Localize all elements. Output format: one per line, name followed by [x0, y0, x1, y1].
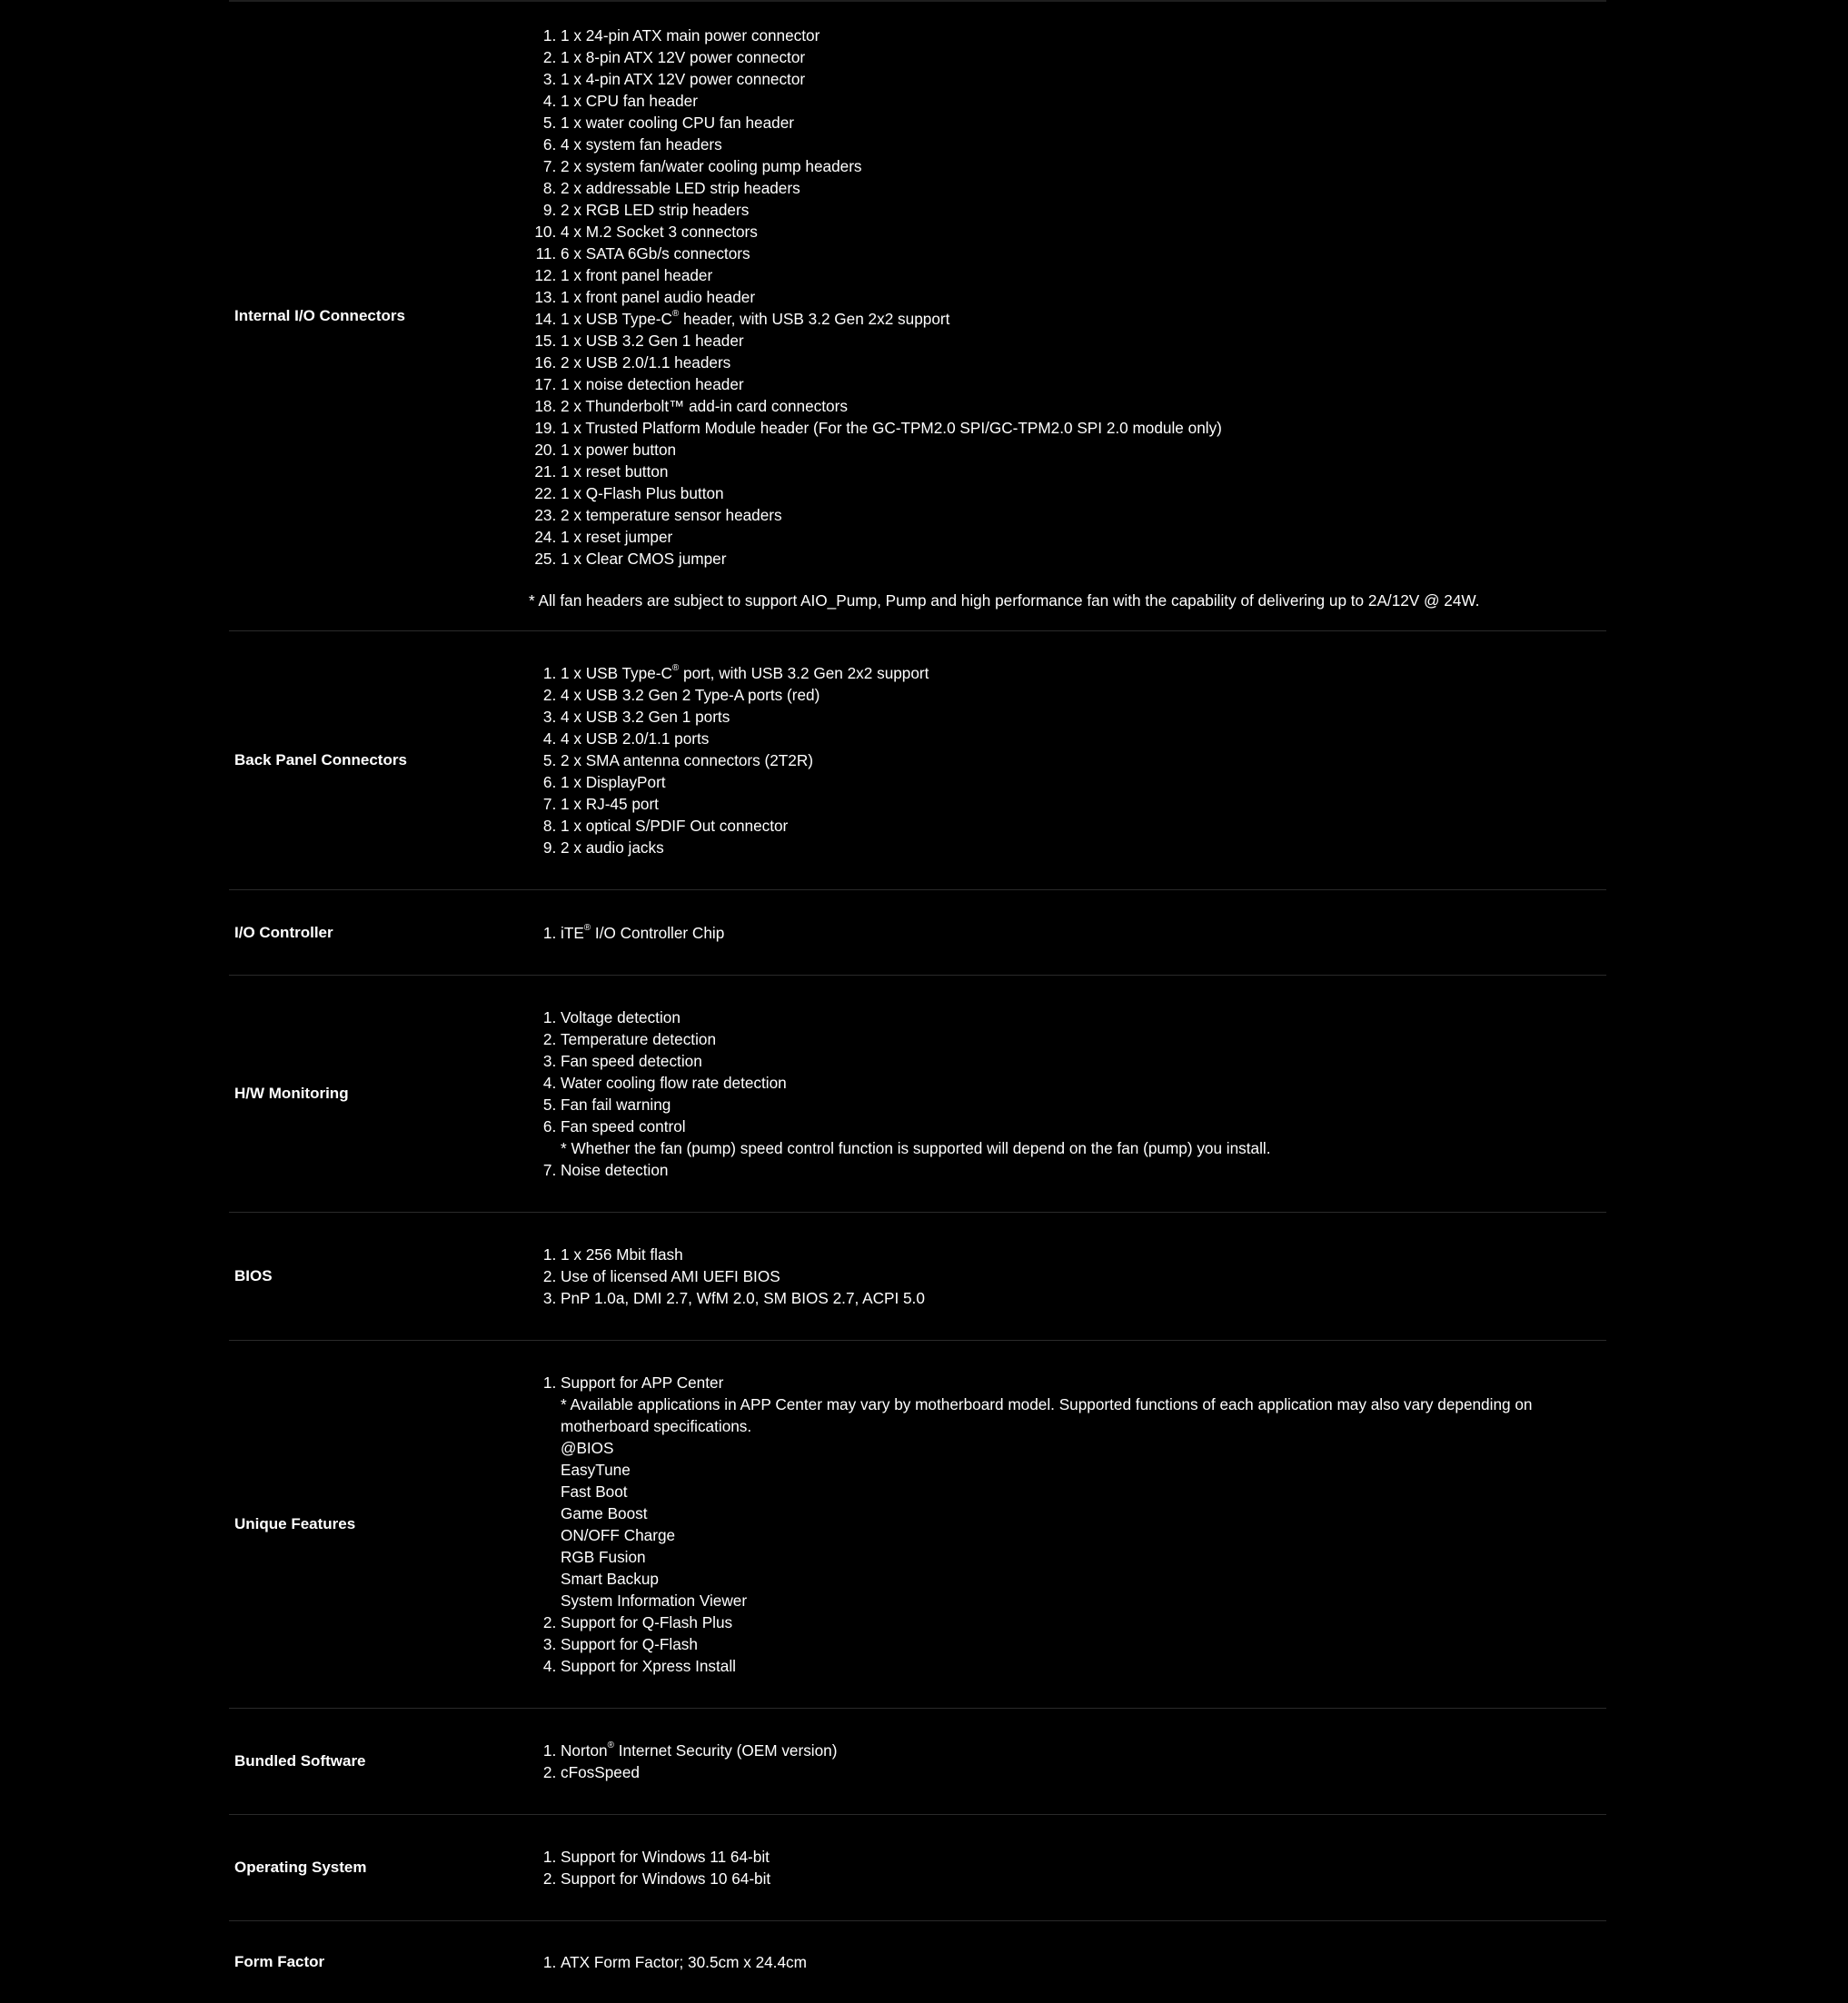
list-item: 3. 4 x USB 3.2 Gen 1 ports [561, 706, 1606, 728]
list-item: 4. Water cooling flow rate detection [561, 1072, 1606, 1094]
spec-row-hw-monitoring [229, 976, 1606, 1213]
list-item: 4. 4 x USB 2.0/1.1 ports [561, 728, 1606, 749]
spec-list [515, 922, 1606, 944]
list-item: 16. 2 x USB 2.0/1.1 headers [561, 352, 1606, 373]
list-item: 5. 2 x SMA antenna connectors (2T2R) [561, 749, 1606, 771]
list-item: 8. 1 x optical S/PDIF Out connector [561, 815, 1606, 837]
list-item: 23. 2 x temperature sensor headers [561, 504, 1606, 526]
list-item-text: I/O Controller Chip [591, 923, 725, 942]
fan-control-note: * Whether the fan (pump) speed control function is supported will depend on the fan (pump) you install. [561, 1139, 1271, 1157]
list-item: 21. 1 x reset button [561, 461, 1606, 482]
list-item: 6. 1 x DisplayPort [561, 771, 1606, 793]
list-item: 1. Voltage detection [561, 1006, 1606, 1028]
spec-content [515, 1244, 1606, 1309]
spec-list [515, 1006, 1606, 1181]
list-item-text: 1. Support for APP Center [561, 1373, 724, 1392]
app-item: ON/OFF Charge [561, 1526, 676, 1544]
spec-label: I/O Controller [234, 923, 333, 941]
app-item: System Information Viewer [561, 1591, 748, 1610]
spec-list [515, 1244, 1606, 1309]
spec-row-unique-features [229, 1341, 1606, 1709]
spec-row-operating-system [229, 1815, 1606, 1921]
app-item: @BIOS [561, 1439, 614, 1457]
list-item: 13. 1 x front panel audio header [561, 286, 1606, 308]
list-item-text: header, with USB 3.2 Gen 2x2 support [679, 310, 950, 328]
spec-content [515, 922, 1606, 944]
list-item-text: 6. Fan speed control [561, 1117, 686, 1135]
list-item: 10. 4 x M.2 Socket 3 connectors [561, 221, 1606, 243]
list-item: 17. 1 x noise detection header [561, 373, 1606, 395]
registered-mark: ® [607, 1740, 614, 1751]
spec-label: Internal I/O Connectors [234, 307, 405, 324]
list-item: 7. 2 x system fan/water cooling pump headers [561, 155, 1606, 177]
list-item [561, 1740, 1606, 1761]
list-item: 3. Fan speed detection [561, 1050, 1606, 1072]
list-item-text: 1 x USB Type-C [561, 310, 672, 328]
list-item: 2. 4 x USB 3.2 Gen 2 Type-A ports (red) [561, 684, 1606, 706]
spec-list [515, 1372, 1606, 1677]
list-item: 5. Fan fail warning [561, 1094, 1606, 1116]
list-item-text: port, with USB 3.2 Gen 2x2 support [679, 664, 929, 682]
spec-label: Unique Features [234, 1515, 356, 1532]
list-item: 8. 2 x addressable LED strip headers [561, 177, 1606, 199]
list-item: 2. Temperature detection [561, 1028, 1606, 1050]
list-item: 19. 1 x Trusted Platform Module header (For the GC-TPM2.0 SPI/GC-TPM2.0 SPI 2.0 module only) [561, 417, 1606, 439]
registered-mark: ® [671, 309, 680, 320]
registered-mark: ® [583, 922, 591, 933]
spec-content [515, 1006, 1606, 1181]
registered-mark: ® [671, 663, 680, 674]
list-item: 7. 1 x RJ-45 port [561, 793, 1606, 815]
list-item: 20. 1 x power button [561, 439, 1606, 461]
list-item: 2. Support for Q-Flash Plus [561, 1611, 1606, 1633]
list-item: 1. Support for Windows 11 64-bit [561, 1846, 1606, 1868]
list-item: 2. Use of licensed AMI UEFI BIOS [561, 1265, 1606, 1287]
list-item: 3. Support for Q-Flash [561, 1633, 1606, 1655]
list-item [561, 1372, 1606, 1611]
spec-row-internal-io [229, 2, 1606, 631]
app-item: Smart Backup [561, 1570, 659, 1588]
list-item: 5. 1 x water cooling CPU fan header [561, 112, 1606, 134]
app-item: Fast Boot [561, 1482, 628, 1501]
list-item: 3. 1 x 4-pin ATX 12V power connector [561, 68, 1606, 90]
spec-content [515, 1372, 1606, 1677]
list-item: 2. cFosSpeed [561, 1761, 1606, 1783]
list-item-text: iTE [561, 923, 584, 942]
spec-list [515, 1740, 1606, 1783]
list-item: 18. 2 x Thunderbolt™ add-in card connectors [561, 395, 1606, 417]
list-item-text: 1 x USB Type-C [561, 664, 672, 682]
list-item: 1. ATX Form Factor; 30.5cm x 24.4cm [561, 1951, 1606, 1973]
spec-row-io-controller [229, 890, 1606, 976]
spec-list [515, 25, 1606, 570]
list-item: 7. Noise detection [561, 1159, 1606, 1181]
spec-content [515, 662, 1606, 858]
spec-content [515, 21, 1606, 611]
list-item-text: Internet Security (OEM version) [613, 1741, 838, 1760]
spec-content [515, 1846, 1606, 1889]
spec-label: Bundled Software [234, 1752, 366, 1770]
list-item: 1. 1 x 256 Mbit flash [561, 1244, 1606, 1265]
fan-header-note: * All fan headers are subject to support AIO_Pump, Pump and high performance fan with the capability of delivering up to 2A/12V @ 24W. [529, 591, 1480, 610]
spec-label: Back Panel Connectors [234, 751, 407, 768]
list-item [561, 662, 1606, 684]
list-item: 12. 1 x front panel header [561, 264, 1606, 286]
spec-label: Form Factor [234, 1953, 325, 1970]
list-item: 3. PnP 1.0a, DMI 2.7, WfM 2.0, SM BIOS 2.7, ACPI 5.0 [561, 1287, 1606, 1309]
list-item-text: Norton [561, 1741, 608, 1760]
spec-label: H/W Monitoring [234, 1085, 349, 1102]
list-item: 6. 4 x system fan headers [561, 134, 1606, 155]
list-item [561, 922, 1606, 944]
spec-row-form-factor [229, 1921, 1606, 2003]
spec-label: Operating System [234, 1859, 367, 1876]
app-item: Game Boost [561, 1504, 648, 1522]
list-item [561, 308, 1606, 330]
list-item: 1. 1 x 24-pin ATX main power connector [561, 25, 1606, 46]
app-item: RGB Fusion [561, 1548, 646, 1566]
spec-content [515, 1951, 1606, 1973]
list-item: 2. 1 x 8-pin ATX 12V power connector [561, 46, 1606, 68]
list-item: 11. 6 x SATA 6Gb/s connectors [561, 243, 1606, 264]
list-item: 25. 1 x Clear CMOS jumper [561, 548, 1606, 570]
spec-table [229, 0, 1606, 2003]
spec-list [515, 662, 1606, 858]
spec-label: BIOS [234, 1267, 273, 1284]
spec-row-back-panel [229, 631, 1606, 890]
list-item: 4. 1 x CPU fan header [561, 90, 1606, 112]
app-center-note: * Available applications in APP Center may vary by motherboard model. Supported functions of each application may also vary depending on motherboard specifications. [561, 1395, 1533, 1435]
list-item: 15. 1 x USB 3.2 Gen 1 header [561, 330, 1606, 352]
list-item: 2. Support for Windows 10 64-bit [561, 1868, 1606, 1889]
spec-list [515, 1846, 1606, 1889]
list-item: 22. 1 x Q-Flash Plus button [561, 482, 1606, 504]
spec-list [515, 1951, 1606, 1973]
spec-row-bundled-software [229, 1709, 1606, 1815]
list-item: 9. 2 x RGB LED strip headers [561, 199, 1606, 221]
list-item: 9. 2 x audio jacks [561, 837, 1606, 858]
list-item [561, 1116, 1606, 1159]
list-item: 4. Support for Xpress Install [561, 1655, 1606, 1677]
spec-content [515, 1740, 1606, 1783]
app-item: EasyTune [561, 1461, 631, 1479]
spec-row-bios [229, 1213, 1606, 1341]
list-item: 24. 1 x reset jumper [561, 526, 1606, 548]
